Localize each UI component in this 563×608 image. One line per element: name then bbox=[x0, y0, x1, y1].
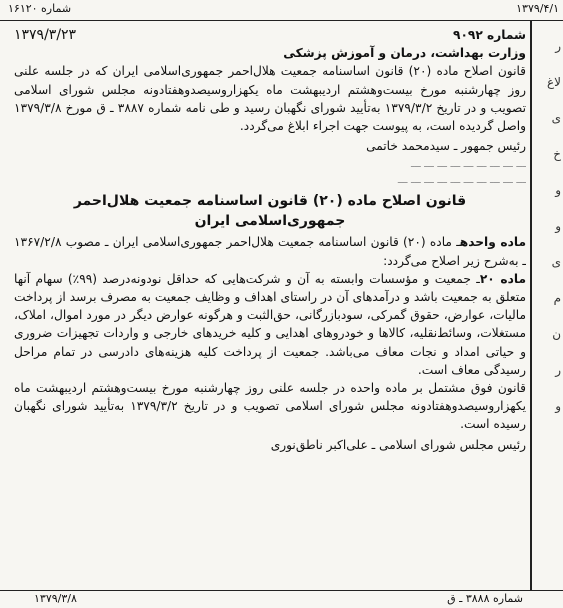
article-20 bbox=[14, 270, 526, 379]
fragment: و bbox=[555, 219, 561, 233]
footer-number: شماره ۳۸۸۸ ـ ق bbox=[447, 592, 523, 605]
fragment: ن bbox=[552, 327, 561, 341]
fragment: خ bbox=[553, 147, 561, 161]
notice-body: قانون اصلاح ماده (۲۰) قانون اساسنامه جمعیت هلال‌احمر جمهوری‌اسلامی ایران که در جلسه علنی روز چهارشنبه مورخ بیست‌وهشتم اردیبهشت ماه یکهزاروسیصدوهفتادونه مجلس شورای اسلامی تصویب و در تاریخ ۱۳۷۹/۳/۲ به‌تأیید شورای نگهبان رسید و طی نامه شماره ۳۸۸۷ ـ ق مورخ ۱۳۷۹/۳/۸ واصل گردیده است، به پیوست جهت اجراء ابلاغ می‌گردد. bbox=[14, 64, 526, 134]
main-column bbox=[14, 26, 526, 581]
law-title bbox=[14, 191, 526, 231]
fragment: و bbox=[555, 183, 561, 197]
bottom-strip bbox=[0, 590, 563, 608]
president-signature: رئیس جمهور ـ سیدمحمد خاتمی bbox=[366, 139, 526, 154]
column-divider bbox=[530, 20, 532, 590]
law-title-line: قانون اصلاح ماده (۲۰) قانون اساسنامه جمعیت هلال‌احمر bbox=[73, 193, 467, 210]
fragment: ی bbox=[551, 255, 561, 269]
footer-date: ۱۳۷۹/۳/۸ bbox=[34, 592, 77, 605]
faded-line: ـــ ـــ ـــ ـــ ـــ ـــ ـــ ـــ ـــ bbox=[411, 157, 526, 171]
faded-line: ـــ ـــ ـــ ـــ ـــ ـــ ـــ ـــ ـــ ـــ bbox=[397, 173, 526, 187]
fragment: ر bbox=[555, 363, 561, 377]
speaker-signature: رئیس مجلس شورای اسلامی ـ علی‌اکبر ناطق‌نوری bbox=[270, 437, 526, 452]
notice-date: ۱۳۷۹/۳/۲۳ bbox=[14, 27, 77, 43]
law-title-line: جمهوری‌اسلامی ایران bbox=[194, 213, 346, 230]
article-20-label: ماده ۲۰ bbox=[479, 271, 526, 286]
law-closing: قانون فوق مشتمل بر ماده واحده در جلسه علنی روز چهارشنبه مورخ بیست‌وهشتم اردیبهشت ماه یکهزاروسیصدوهفتادونه مجلس شورای اسلامی تصویب و در تاریخ ۱۳۷۹/۳/۲ به‌تأیید شورای نگهبان رسیده است. bbox=[14, 381, 526, 432]
single-article bbox=[14, 233, 526, 269]
single-article-text: ـ ماده (۲۰) قانون اساسنامه جمعیت هلال‌احمر جمهوری‌اسلامی ایران ـ مصوب ۱۳۶۷/۲/۸ ـ به‌شرح زیر اصلاح می‌گردد: bbox=[14, 235, 526, 268]
fragment: ر bbox=[555, 39, 561, 53]
ministry-name: وزارت بهداشت، درمان و آموزش پزشکی bbox=[283, 46, 526, 61]
issue-date: ۱۳۷۹/۴/۱ bbox=[516, 2, 559, 15]
fragment: و bbox=[555, 399, 561, 413]
top-header-strip bbox=[0, 0, 563, 21]
notice-number: شماره ۹۰۹۲ bbox=[453, 28, 526, 42]
fragment: لاغ bbox=[546, 75, 561, 89]
article-20-text: ـ جمعیت و مؤسسات وابسته به آن و شرکت‌هایی که حداقل نودونه‌درصد (۹۹٪) سهام آنها متعلق به جمعیت باشد و درآمدهای آن در راستای اهداف و وظایف جمعیت به مصرف برسد از پرداخت مالیات، عوارض، حقوق گمرکی، سودبازرگانی، حق‌الثبت و هرگونه عوارض دیگر در مورد اموال، املاک، مستغلات، وسائط‌نقلیه، کالاها و خودروهای اهدایی و کلیه خریدهای خارجی و واردات تجهیزات ضروری و حیاتی امداد و نجات معاف می‌باشد. جمعیت از پرداخت کلیه هزینه‌های دادرسی در تمام مراحل رسیدگی معاف است. bbox=[14, 271, 526, 377]
single-article-label: ماده واحده bbox=[459, 235, 526, 250]
fragment: م bbox=[553, 291, 561, 305]
notice-header bbox=[14, 26, 526, 44]
adjacent-column-fragments bbox=[533, 28, 561, 588]
fragment: ی bbox=[551, 111, 561, 125]
issue-number: شماره ۱۶۱۲۰ bbox=[8, 2, 72, 15]
